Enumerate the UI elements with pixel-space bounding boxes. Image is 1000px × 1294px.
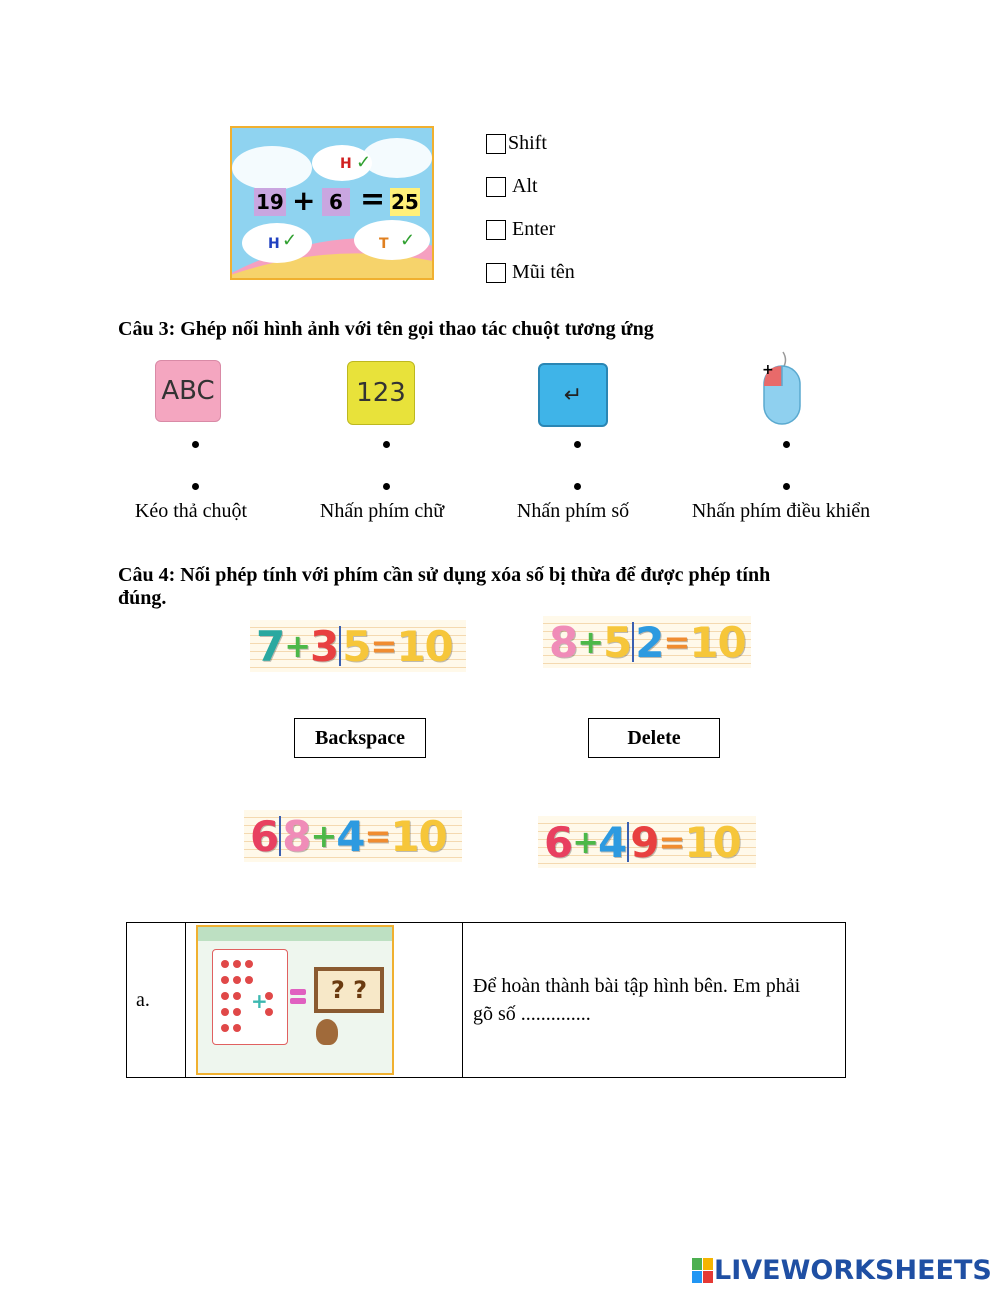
question4-title-line2: đúng. bbox=[118, 587, 167, 609]
abc-key-text: ABC bbox=[161, 376, 215, 406]
option-label: Alt bbox=[512, 175, 538, 197]
puzzle-number-a: 19 bbox=[256, 190, 284, 214]
match-dot-bottom[interactable] bbox=[783, 483, 790, 490]
puzzle-tag-right: T bbox=[379, 236, 389, 252]
exercise-picture bbox=[196, 925, 394, 1075]
puzzle-equals: = bbox=[360, 182, 386, 217]
option-alt[interactable] bbox=[486, 175, 538, 198]
monkey-icon bbox=[316, 1019, 338, 1045]
question-marks: ? ? bbox=[330, 976, 368, 1004]
option-label: Enter bbox=[512, 218, 556, 240]
puzzle-tag-left: H bbox=[268, 236, 280, 252]
match-dot-bottom[interactable] bbox=[574, 483, 581, 490]
svg-text:+: + bbox=[762, 362, 774, 378]
exercise-table bbox=[126, 922, 846, 1078]
option-enter[interactable] bbox=[486, 218, 555, 241]
label-drag: Kéo thả chuột bbox=[134, 500, 248, 522]
match-dot-top[interactable] bbox=[383, 441, 390, 448]
row-label: a. bbox=[127, 923, 186, 1078]
equation-1[interactable]: 7 + 3 5 = 10 bbox=[250, 620, 466, 672]
match-dot-bottom[interactable] bbox=[383, 483, 390, 490]
option-label: Shift bbox=[508, 132, 547, 154]
option-arrow[interactable] bbox=[486, 261, 575, 284]
delete-label: Delete bbox=[627, 726, 681, 749]
equation-3[interactable]: 6 8 + 4 = 10 bbox=[244, 810, 462, 862]
puzzle-result: 25 bbox=[391, 190, 419, 214]
mouse-drag-graphic bbox=[758, 350, 808, 430]
enter-key-icon bbox=[538, 363, 608, 427]
question3-title: Câu 3: Ghép nối hình ảnh với tên gọi thao tác chuột tương ứng bbox=[118, 318, 654, 340]
puzzle-picture bbox=[230, 126, 434, 280]
question4-title bbox=[118, 564, 770, 610]
enter-key-text: ↵ bbox=[563, 382, 583, 408]
backspace-label: Backspace bbox=[315, 726, 405, 749]
number-key-icon bbox=[347, 361, 415, 425]
backspace-key-box[interactable] bbox=[294, 718, 426, 758]
checkbox[interactable] bbox=[486, 177, 506, 197]
label-letter-key: Nhấn phím chữ bbox=[319, 500, 445, 522]
puzzle-number-b: 6 bbox=[329, 190, 343, 214]
table-row bbox=[127, 923, 846, 1078]
check-icon: ✓ bbox=[400, 230, 416, 250]
question4-title-line1: Câu 4: Nối phép tính với phím cần sử dụng xóa số bị thừa để được phép tính bbox=[118, 564, 771, 586]
logo-blocks-icon bbox=[692, 1258, 714, 1284]
delete-key-box[interactable] bbox=[588, 718, 720, 758]
abc-key-icon bbox=[155, 360, 221, 422]
label-number-key: Nhấn phím số bbox=[516, 500, 630, 522]
answer-sign bbox=[314, 967, 384, 1013]
exercise-picture-cell bbox=[186, 923, 463, 1078]
check-icon: ✓ bbox=[282, 230, 298, 250]
checkbox[interactable] bbox=[486, 263, 506, 283]
strawberry-icon bbox=[213, 950, 287, 1044]
option-label: Mũi tên bbox=[512, 261, 575, 283]
svg-text:+: + bbox=[251, 989, 268, 1013]
puzzle-plus: + bbox=[292, 184, 316, 217]
number-key-text: 123 bbox=[356, 378, 406, 408]
match-dot-bottom[interactable] bbox=[192, 483, 199, 490]
mouse-drag-icon bbox=[758, 350, 808, 435]
check-icon: ✓ bbox=[356, 152, 372, 172]
equation-4[interactable]: 6 + 4 9 = 10 bbox=[538, 816, 756, 868]
puzzle-tag-top: H bbox=[340, 156, 352, 172]
strawberry-box bbox=[212, 949, 288, 1045]
checkbox[interactable] bbox=[486, 220, 506, 240]
question-text-line1: Để hoàn thành bài tập hình bên. Em phải bbox=[473, 975, 801, 997]
match-dot-top[interactable] bbox=[192, 441, 199, 448]
match-dot-top[interactable] bbox=[783, 441, 790, 448]
equation-2[interactable]: 8 + 5 2 = 10 bbox=[543, 616, 751, 668]
liveworksheets-logo bbox=[692, 1255, 992, 1286]
match-dot-top[interactable] bbox=[574, 441, 581, 448]
question-text-line2: gõ số .............. bbox=[473, 1003, 591, 1025]
question-text-cell bbox=[463, 923, 846, 1078]
label-control-key: Nhấn phím điều khiển bbox=[691, 500, 871, 522]
option-shift[interactable] bbox=[486, 132, 547, 155]
logo-text: LIVEWORKSHEETS bbox=[714, 1255, 992, 1286]
checkbox[interactable] bbox=[486, 134, 506, 154]
